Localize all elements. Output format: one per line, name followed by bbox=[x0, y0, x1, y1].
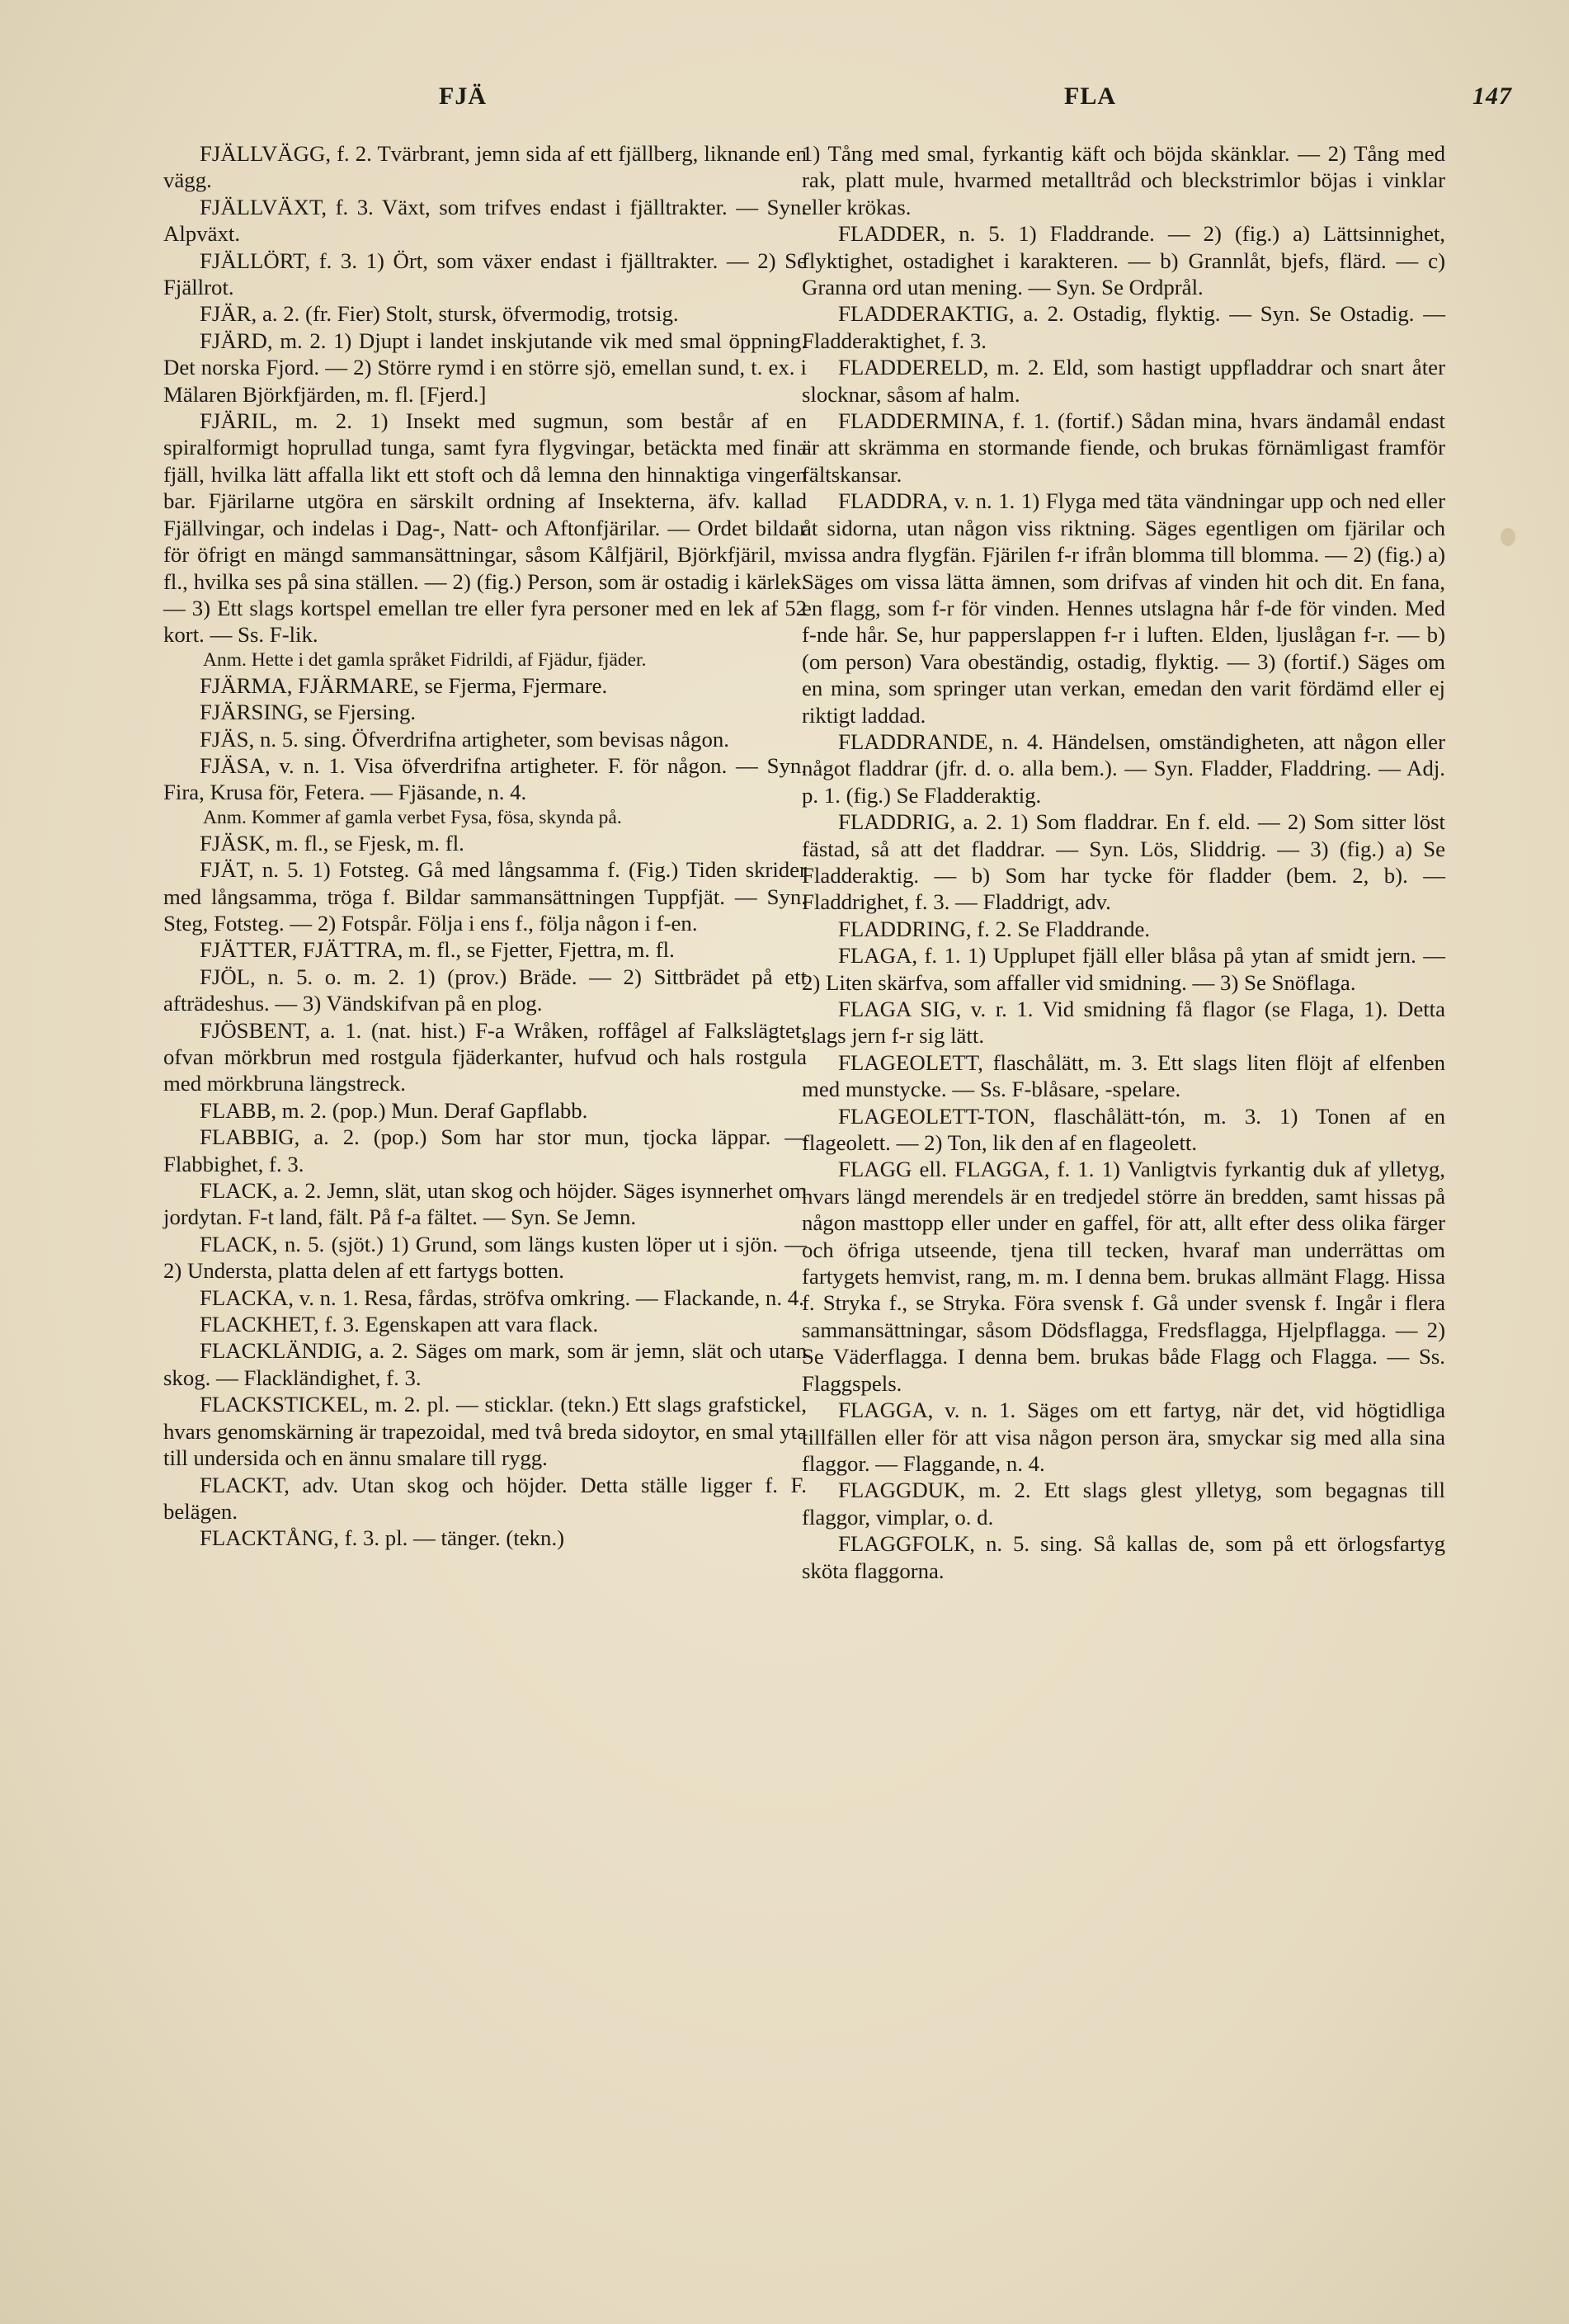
entry-flackt: FLACKT, adv. Utan skog och höjder. Detta ställe ligger f. F. belägen. bbox=[163, 1472, 807, 1524]
entry-fjat: FJÄT, n. 5. 1) Fotsteg. Gå med långsamma f. (Fig.) Tiden skrider med långsamma, tröga f. Bildar sammansättningen Tuppfjät. — Syn. Steg, Fotsteg. — 2) Fotspår. Följa i ens f., följa någon i f-en. bbox=[163, 857, 807, 936]
note-fjasa: Anm. Kommer af gamla verbet Fysa, fösa, skynda på. bbox=[203, 806, 622, 828]
entry-flaggfolk: FLAGGFOLK, n. 5. sing. Så kallas de, som på ett örlogsfartyg sköta flaggorna. bbox=[802, 1531, 1445, 1583]
paper-stain bbox=[1501, 528, 1515, 546]
entry-flageolett: FLAGEOLETT, flaschålätt, m. 3. Ett slags liten flöjt af elfenben med munstycke. — Ss. F-blåsare, -spelare. bbox=[802, 1049, 1445, 1102]
entry-fladderaktig: FLADDERAKTIG, a. 2. Ostadig, flyktig. — Syn. Se Ostadig. — Fladderaktighet, f. 3. bbox=[802, 301, 1445, 353]
entry-flacktang: FLACKTÅNG, f. 3. pl. — tänger. (tekn.) bbox=[200, 1525, 565, 1551]
note-fjaril: Anm. Hette i det gamla språket Fidrildi, af Fjädur, fjäder. bbox=[203, 648, 647, 671]
entry-flagga-verb: FLAGGA, v. n. 1. Säges om ett fartyg, när det, vid högtidliga tillfällen eller för att visa någon person ära, smyckar sig med alla sina flaggor. — Flaggande, n. 4. bbox=[802, 1398, 1445, 1476]
running-head-left: FJÄ bbox=[439, 82, 487, 110]
entry-fjosbent: FJÖSBENT, a. 1. (nat. hist.) F-a Wråken, roffågel af Falkslägtet, ofvan mörkbrun med rostgula fjäderkanter, hufvud och hals rostgula med mörkbruna längstreck. bbox=[163, 1017, 807, 1096]
entry-flacklandig: FLACKLÄNDIG, a. 2. Säges om mark, som är jemn, slät och utan skog. — Flackländighet, f. 3. bbox=[163, 1338, 807, 1390]
running-head-right: FLA bbox=[1064, 82, 1116, 110]
entry-fladdring: FLADDRING, f. 2. Se Fladdrande. bbox=[838, 916, 1151, 941]
entry-fladdra: FLADDRA, v. n. 1. 1) Flyga med täta vändningar upp och ned eller åt sidorna, utan någon viss riktning. Säges egentligen om fjärilar och vissa andra flygfän. Fjärilen f-r ifrån blomma till blomma. — 2) (fig.) a) Säges om vissa lätta ämnen, som drifvas af vinden hit och dit. En fana, en flagg, som f-r för vinden. Hennes utslagna hår f-de för vinden. Med f-nde hår. Se, hur papperslappen f-r i luften. Elden, ljuslågan f-r. — b) (om person) Vara obeständig, ostadig, flyktig. — 3) (fortif.) Säges om en mina, som springer utan verkan, emedan den varit fördämd eller ej riktigt laddad. bbox=[802, 488, 1445, 728]
entry-fladdereld: FLADDERELD, m. 2. Eld, som hastigt uppfladdrar och snart åter slocknar, såsom af halm. bbox=[802, 355, 1445, 407]
entry-fjallvaxt: FJÄLLVÄXT, f. 3. Växt, som trifves endast i fjälltrakter. — Syn. Alpväxt. bbox=[163, 194, 807, 247]
entry-flageolett-ton: FLAGEOLETT-TON, flaschålätt-tón, m. 3. 1) Tonen af en flageolett. — 2) Ton, lik den af en flageolett. bbox=[802, 1103, 1445, 1156]
entry-fladdrande: FLADDRANDE, n. 4. Händelsen, omständigheten, att någon eller något fladdrar (jfr. d. o. alla bem.). — Syn. Fladder, Fladdring. — Adj. p. 1. (fig.) Se Fladderaktig. bbox=[802, 728, 1445, 808]
entry-fladdermina: FLADDERMINA, f. 1. (fortif.) Sådan mina, hvars ändamål endast är att skrämma en stormande fiende, och brukas förnämligast framför fältskansar. bbox=[802, 408, 1445, 487]
entry-fjallort: FJÄLLÖRT, f. 3. 1) Ört, som växer endast i fjälltrakter. — 2) Se Fjällrot. bbox=[163, 247, 807, 300]
left-column bbox=[163, 140, 807, 1552]
entry-fjaril: FJÄRIL, m. 2. 1) Insekt med sugmun, som består af en spiralformigt hoprullad tunga, samt fyra flygvingar, betäckta med fina fjäll, hvilka lätt affalla likt ett stoft och då lemna den hinnaktiga vingen bar. Fjärilarne utgöra en särskilt ordning af Insekterna, äfv. kallad Fjällvingar, och indelas i Dag-, Natt- och Aftonfjärilar. — Ordet bildar för öfrigt en mängd sammansättningar, såsom Kålfjäril, Björkfjäril, m. fl., hvilka ses på sina ställen. — 2) (fig.) Person, som är ostadig i kärlek. — 3) Ett slags kortspel emellan tre eller fyra personer med en lek af 52 kort. — Ss. F-lik. bbox=[163, 408, 807, 648]
entry-fjarma: FJÄRMA, FJÄRMARE, se Fjerma, Fjermare. bbox=[200, 672, 608, 698]
entry-flacktang-continued: 1) Tång med smal, fyrkantig käft och böjda skänklar. — 2) Tång med rak, platt mule, hvarmed metalltråd och bleckstrimlor böjas i vinklar eller krökas. bbox=[802, 141, 1445, 219]
entry-flackhet: FLACKHET, f. 3. Egenskapen att vara flack. bbox=[200, 1312, 599, 1337]
entry-fjatter: FJÄTTER, FJÄTTRA, m. fl., se Fjetter, Fjettra, m. fl. bbox=[200, 937, 675, 963]
right-column bbox=[802, 140, 1445, 1584]
entry-fjar: FJÄR, a. 2. (fr. Fier) Stolt, stursk, öfvermodig, trotsig. bbox=[200, 301, 679, 327]
entry-flaga: FLAGA, f. 1. 1) Upplupet fjäll eller blåsa på ytan af smidt jern. — 2) Liten skärfva, som affaller vid smidning. — 3) Se Snöflaga. bbox=[802, 943, 1445, 995]
entry-flagg: FLAGG ell. FLAGGA, f. 1. 1) Vanligtvis fyrkantig duk af ylletyg, hvars längd merendels är en tredjedel större än bredden, samt hissas på någon masttopp eller under en gaffel, för att, allt efter dess olika färger och öfriga utseende, tjena till tecken, hvaraf man underrättas om fartygets hemvist, rang, m. m. I denna bem. brukas allmänt Flagg. Hissa f. Stryka f., se Stryka. Föra svensk f. Gå under svensk f. Ingår i flera sammansättningar, såsom Dödsflagga, Fredsflagga, Hjelpflagga. — 2) Se Väderflagga. I denna bem. brukas både Flagg och Flagga. — Ss. Flaggspels. bbox=[802, 1157, 1445, 1396]
entry-fjask: FJÄSK, m. fl., se Fjesk, m. fl. bbox=[200, 830, 464, 856]
entry-fjard: FJÄRD, m. 2. 1) Djupt i landet inskjutande vik med smal öppning. Det norska Fjord. — 2) Större rymd i en större sjö, emellan sund, t. ex. i Mälaren Björkfjärden, m. fl. [Fjerd.] bbox=[163, 328, 807, 407]
entry-flabbig: FLABBIG, a. 2. (pop.) Som har stor mun, tjocka läppar. — Flabbighet, f. 3. bbox=[163, 1124, 807, 1176]
entry-flackstickel: FLACKSTICKEL, m. 2. pl. — sticklar. (tekn.) Ett slags grafstickel, hvars genomskärning är trapezoidal, med två breda sidoytor, en smal yta till undersida och en ännu smalare till rygg. bbox=[163, 1392, 807, 1471]
entry-fjasa: FJÄSA, v. n. 1. Visa öfverdrifna artigheter. F. för någon. — Syn. Fira, Krusa för, Fetera. — Fjäsande, n. 4. bbox=[163, 752, 807, 805]
entry-flaggduk: FLAGGDUK, m. 2. Ett slags glest ylletyg, som begagnas till flaggor, vimplar, o. d. bbox=[802, 1478, 1445, 1530]
entry-flaga-sig: FLAGA SIG, v. r. 1. Vid smidning få flagor (se Flaga, 1). Detta slags jern f-r sig lätt. bbox=[802, 997, 1445, 1049]
entry-flabb: FLABB, m. 2. (pop.) Mun. Deraf Gapflabb. bbox=[200, 1097, 588, 1123]
entry-fladdrig: FLADDRIG, a. 2. 1) Som fladdrar. En f. eld. — 2) Som sitter löst fästad, så att det fladdrar. — Syn. Lös, Sliddrig. — 3) (fig.) a) Se Fladderaktig. — b) Som har tycke för fladder (bem. 2, b). — Fladdrighet, f. 3. — Fladdrigt, adv. bbox=[802, 809, 1445, 915]
entry-fjallvagg: FJÄLLVÄGG, f. 2. Tvärbrant, jemn sida af ett fjällberg, liknande en vägg. bbox=[163, 141, 807, 193]
entry-flack-adj: FLACK, a. 2. Jemn, slät, utan skog och höjder. Säges isynnerhet om jordytan. F-t land, fält. På f-a fältet. — Syn. Se Jemn. bbox=[163, 1178, 807, 1230]
entry-fladder: FLADDER, n. 5. 1) Fladdrande. — 2) (fig.) a) Lättsinnighet, flyktighet, ostadighet i karakteren. — b) Grannlåt, bjefs, flärd. — c) Granna ord utan mening. — Syn. Se Ordprål. bbox=[802, 221, 1445, 300]
entry-flacka: FLACKA, v. n. 1. Resa, fårdas, ströfva omkring. — Flackande, n. 4. bbox=[200, 1285, 804, 1310]
entry-fjas-noun: FJÄS, n. 5. sing. Öfverdrifna artigheter, som bevisas någon. bbox=[200, 726, 729, 752]
page-number: 147 bbox=[1472, 82, 1512, 110]
entry-flack-noun: FLACK, n. 5. (sjöt.) 1) Grund, som längs kusten löper ut i sjön. — 2) Understa, platta delen af ett fartygs botten. bbox=[163, 1231, 807, 1284]
entry-fjol: FJÖL, n. 5. o. m. 2. 1) (prov.) Bräde. — 2) Sittbrädet på ett afträdeshus. — 3) Vändskifvan på en plog. bbox=[163, 964, 807, 1016]
entry-fjarsing: FJÄRSING, se Fjersing. bbox=[200, 700, 417, 725]
